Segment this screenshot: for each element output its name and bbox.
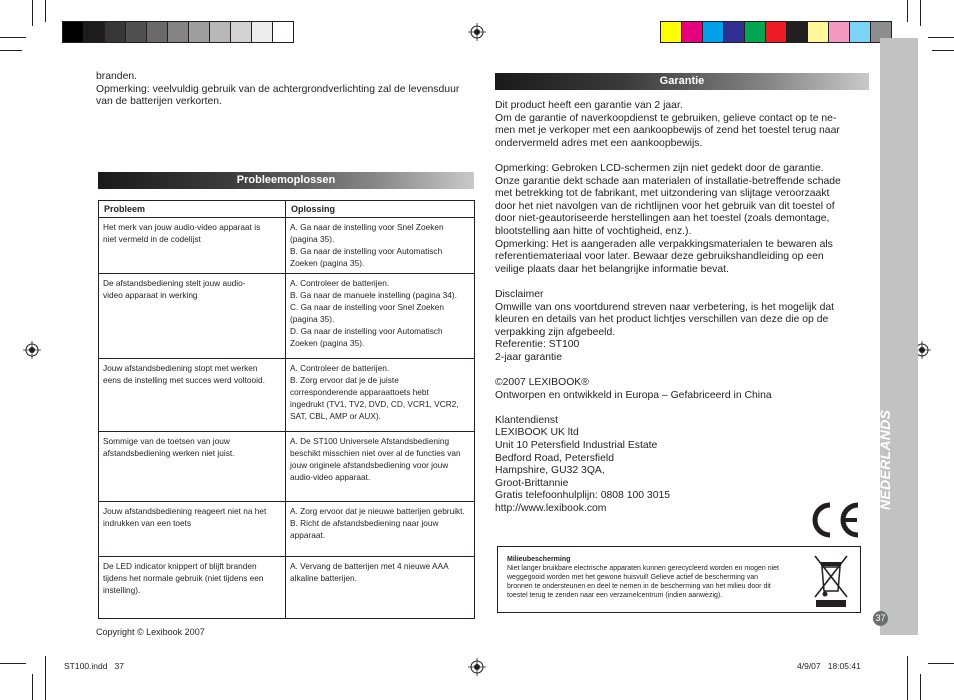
warranty-line: Unit 10 Petersfield Industrial Estate	[495, 440, 658, 452]
warranty-line: door het niet navolgen van de richtlijnen voor het gebruik van dit toestel of	[495, 200, 835, 212]
solution-line: A. De ST100 Universele Afstandsbediening	[290, 436, 450, 446]
warranty-line: Omwille van ons voortdurend streven naar verbetering, is het mogelijk dat	[495, 301, 835, 313]
solution-line: ingedrukt (TV1, TV2, DVD, CD, VCR1, VCR2,	[290, 399, 459, 409]
color-swatch	[681, 21, 703, 43]
solution-line: Zoeken (pagina 35).	[290, 258, 365, 268]
problem-cell	[99, 432, 286, 502]
warranty-line: Ontworpen en ontwikkeld in Europa – Gefabriceerd in China	[495, 389, 772, 401]
color-swatch	[786, 21, 808, 43]
copyright-text: Copyright © Lexibook 2007	[96, 627, 205, 637]
warranty-text	[495, 100, 865, 516]
warranty-line: referentiemateriaal voor later. Bewaar deze gebruikshandleiding op een	[495, 251, 824, 263]
warranty-line: http://www.lexibook.com	[495, 503, 607, 514]
color-swatch	[146, 21, 168, 43]
warranty-line: Om de garantie of naverkoopdienst te gebruiken, gelieve contact op te ne-	[495, 112, 837, 124]
crop-mark	[0, 50, 22, 51]
warranty-line: men met je verkoper met een aankoopbewijs of zend het toestel terug naar	[495, 125, 840, 137]
warranty-line: ©2007 LEXIBOOK®	[495, 377, 589, 389]
solution-cell	[286, 218, 475, 274]
table-row	[99, 359, 475, 432]
solution-line: corresponderende apparaattoets hebt	[290, 387, 429, 397]
table-row	[99, 502, 475, 557]
solution-line: B. Richt de afstandsbediening naar jouw	[290, 518, 439, 528]
crop-mark	[920, 674, 921, 700]
color-swatch	[251, 21, 273, 43]
warranty-line	[495, 364, 865, 377]
solution-line: A. Zorg ervoor dat je nieuwe batterijen gebruikt.	[290, 506, 465, 516]
milieu-line: Niet langer bruikbare electrische apparaten kunnen gerecycleerd worden en mogen niet	[507, 565, 779, 572]
intro-text	[96, 71, 476, 109]
milieu-line: weggegooid worden met het gewone huisvuil! Gelieve actief de bescherming van	[507, 574, 758, 581]
table-row	[99, 274, 475, 359]
problem-line: De afstandsbediening stelt jouw audio-	[103, 278, 246, 288]
warranty-line	[495, 402, 865, 415]
section-header-probleemoplossen: Probleemoplossen	[98, 172, 474, 189]
solution-line: B. Ga naar de instelling voor Automatisch	[290, 246, 443, 256]
column-header-problem: Probleem	[99, 201, 286, 218]
language-sidebar	[880, 38, 918, 635]
problem-line: instelling).	[103, 585, 141, 595]
registration-mark-icon	[468, 23, 486, 41]
solution-line: jouw originele afstandsbediening voor jouw	[290, 460, 449, 470]
color-swatch	[62, 21, 84, 43]
solution-line: beschikt misschien niet over al de functies van	[290, 448, 461, 458]
warranty-line: Disclaimer	[495, 288, 544, 300]
table-row	[99, 432, 475, 502]
color-swatch	[188, 21, 210, 43]
solution-line: (pagina 35).	[290, 234, 335, 244]
registration-mark-icon	[468, 658, 486, 676]
problem-cell	[99, 274, 286, 359]
problem-line: indrukken van een toets	[103, 518, 192, 528]
solution-line: alkaline batterijen.	[290, 573, 357, 583]
problem-line: Het merk van jouw audio-video apparaat is	[103, 222, 261, 232]
color-swatch	[230, 21, 252, 43]
ce-mark-icon	[806, 501, 862, 539]
warranty-line: door niet-geautoriseerde herstellingen aan het toestel (zoals demontage,	[495, 213, 830, 225]
page-number-badge: 37	[873, 611, 888, 626]
solution-line: B. Zorg ervoor dat je de juiste	[290, 375, 399, 385]
solution-line: SAT, CBL, AMP or AUX).	[290, 411, 381, 421]
warranty-line: Hampshire, GU32 3QA,	[495, 465, 605, 477]
solution-cell	[286, 359, 475, 432]
solution-line: apparaat.	[290, 530, 326, 540]
warranty-line: Opmerking: Gebroken LCD-schermen zijn niet gedekt door de garantie.	[495, 162, 824, 174]
crossed-out-wheelie-bin-icon	[812, 553, 850, 609]
color-swatch	[209, 21, 231, 43]
warranty-line: blootstelling aan hitte of vochtigheid, enz.).	[495, 225, 692, 237]
crop-mark	[45, 656, 46, 700]
warranty-line: Gratis telefoonhulplijn: 0808 100 3015	[495, 490, 671, 502]
problem-cell	[99, 218, 286, 274]
footer-timestamp: 4/9/07 18:05:41	[797, 661, 861, 671]
problem-line: De LED indicator knippert of blijft branden	[103, 561, 257, 571]
warranty-line: ondervermeld adres met een aankoopbewijs.	[495, 137, 703, 149]
warranty-line: Klantendienst	[495, 414, 558, 426]
problem-line: Sommige van de toetsen van jouw	[103, 436, 230, 446]
color-swatch	[828, 21, 850, 43]
warranty-line: Referentie: ST100	[495, 339, 580, 351]
problem-cell	[99, 359, 286, 432]
crop-mark	[928, 663, 954, 664]
color-swatch	[702, 21, 724, 43]
warranty-line	[495, 150, 865, 163]
crop-mark	[32, 0, 33, 26]
crop-mark	[907, 0, 908, 22]
warranty-line: LEXIBOOK UK ltd	[495, 427, 579, 439]
problem-line: video apparaat in werking	[103, 290, 198, 300]
intro-line: branden.	[96, 71, 138, 82]
solution-cell	[286, 274, 475, 359]
crop-mark	[0, 663, 26, 664]
crop-mark	[45, 0, 46, 22]
section-header-garantie: Garantie	[495, 73, 869, 90]
milieu-line: toestel terug te zenden naar een verzamelcentrum (indien aanwezig).	[507, 592, 723, 599]
solution-line: (pagina 35).	[290, 314, 335, 324]
solution-line: C. Ga naar de instelling voor Snel Zoeken	[290, 302, 445, 312]
problem-line: tijdens het normale gebruik (niet tijdens een	[103, 573, 264, 583]
color-swatch	[723, 21, 745, 43]
crop-mark	[32, 674, 33, 700]
solution-line: Zoeken (pagina 35).	[290, 338, 365, 348]
sidebar-language-label: NEDERLANDS	[877, 409, 893, 510]
crop-mark	[907, 656, 908, 700]
warranty-line	[495, 276, 865, 289]
problem-line: eens de instelling met succes werd voltooid.	[103, 375, 265, 385]
table-row	[99, 218, 475, 274]
crop-mark	[920, 0, 921, 26]
color-swatch	[272, 21, 294, 43]
color-swatch	[104, 21, 126, 43]
milieubescherming-box	[497, 546, 861, 613]
problem-cell	[99, 557, 286, 619]
warranty-line: met betrekking tot de fabrikant, met uitzondering van slijtage veroorzaakt	[495, 188, 830, 200]
problem-line: Jouw afstandsbediening reageert niet na het	[103, 506, 267, 516]
warranty-line: Opmerking: Het is aangeraden alle verpakkingsmaterialen te bewaren als	[495, 238, 833, 250]
warranty-line: Groot-Brittannie	[495, 477, 569, 489]
warranty-line: kleuren en details van het product lichtjes verschillen van deze die op de	[495, 314, 829, 326]
table-header-row	[99, 201, 475, 218]
solution-cell	[286, 432, 475, 502]
color-swatch	[765, 21, 787, 43]
table-row	[99, 557, 475, 619]
color-swatch	[125, 21, 147, 43]
color-swatch	[660, 21, 682, 43]
problem-line: niet vermeld in de codelijst	[103, 234, 201, 244]
warranty-line: verpakking zijn afgebeeld.	[495, 326, 616, 338]
registration-mark-icon	[23, 341, 41, 359]
solution-line: A. Controleer de batterijen.	[290, 278, 390, 288]
solution-line: A. Vervang de batterijen met 4 nieuwe AAA	[290, 561, 449, 571]
warranty-line: Dit product heeft een garantie van 2 jaar.	[495, 100, 683, 111]
crop-mark	[932, 50, 954, 51]
solution-line: B. Ga naar de manuele instelling (pagina 34).	[290, 290, 457, 300]
solution-cell	[286, 557, 475, 619]
problem-line: Jouw afstandsbediening stopt met werken	[103, 363, 258, 373]
solution-line: A. Ga naar de instelling voor Snel Zoeken	[290, 222, 444, 232]
color-swatch	[83, 21, 105, 43]
color-swatch	[744, 21, 766, 43]
warranty-line: Bedford Road, Petersfield	[495, 452, 614, 464]
milieu-title: Milieubescherming	[507, 556, 571, 563]
troubleshooting-table	[98, 200, 475, 619]
milieu-line: bronnen te ondersteunen en deel te nemen in de bescherming van het milieu door dit	[507, 583, 771, 590]
solution-line: A. Controleer de batterijen.	[290, 363, 390, 373]
problem-cell	[99, 502, 286, 557]
footer-file-name: ST100.indd 37	[64, 661, 125, 671]
column-header-solution: Oplossing	[286, 201, 475, 218]
solution-line: audio-video apparaat.	[290, 472, 371, 482]
crop-mark	[928, 37, 954, 38]
crop-mark	[0, 37, 26, 38]
warranty-line: Onze garantie dekt schade aan materialen of installatie-betreffende schade	[495, 175, 841, 187]
intro-line: van de batterijen verkorten.	[96, 96, 222, 108]
solution-cell	[286, 502, 475, 557]
warranty-line: 2-jaar garantie	[495, 351, 563, 363]
problem-line: afstandsbediening werken niet juist.	[103, 448, 235, 458]
solution-line: D. Ga naar de instelling voor Automatisch	[290, 326, 443, 336]
color-swatch	[807, 21, 829, 43]
color-swatch	[167, 21, 189, 43]
intro-line: Opmerking: veelvuldig gebruik van de achtergrondverlichting zal de levensduur	[96, 83, 460, 95]
milieu-text	[507, 564, 807, 600]
warranty-line: veilige plaats daar het belangrijke informatie bevat.	[495, 263, 729, 275]
color-swatch	[849, 21, 871, 43]
